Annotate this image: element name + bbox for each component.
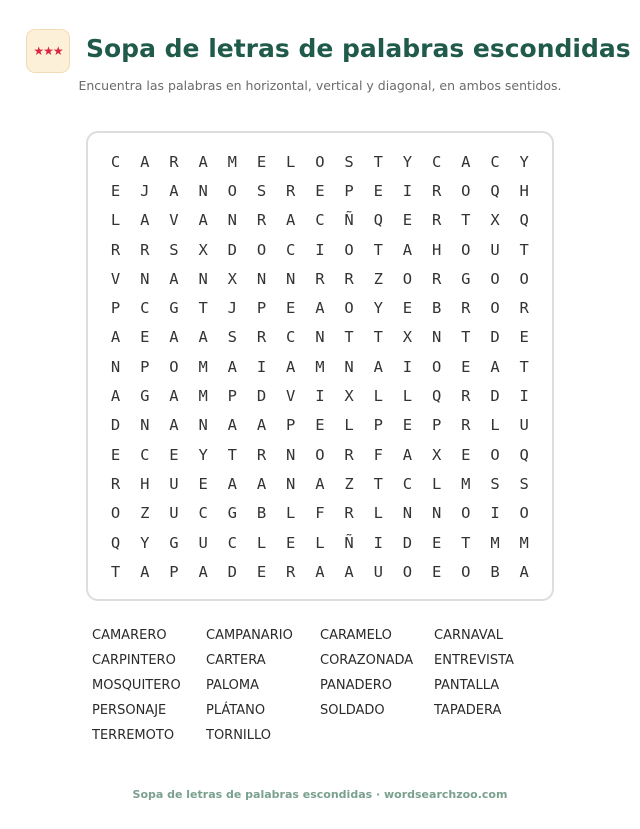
grid-cell[interactable]: X [227, 269, 238, 288]
grid-cell[interactable]: S [344, 152, 354, 171]
grid-cell[interactable]: R [256, 445, 267, 464]
grid-cell[interactable]: L [402, 387, 413, 406]
grid-cell[interactable]: C [110, 152, 121, 171]
grid-cell[interactable]: A [286, 211, 296, 230]
grid-cell[interactable]: E [461, 357, 471, 376]
grid-cell[interactable]: E [169, 445, 179, 464]
grid-cell[interactable]: R [431, 211, 442, 230]
grid-cell[interactable]: D [227, 562, 238, 581]
grid-cell[interactable]: I [315, 240, 325, 259]
grid-cell[interactable]: I [402, 181, 413, 200]
grid-cell[interactable]: L [431, 474, 442, 493]
word-item: CARNAVAL [434, 628, 503, 643]
grid-cell[interactable]: U [169, 474, 179, 493]
grid-cell[interactable]: N [227, 211, 238, 230]
grid-cell[interactable]: T [373, 240, 383, 259]
grid-cell[interactable]: O [402, 269, 413, 288]
grid-cell[interactable]: E [110, 445, 121, 464]
grid-cell[interactable]: E [256, 152, 267, 171]
word-item: PERSONAJE [92, 703, 167, 718]
grid-cell[interactable]: I [402, 357, 413, 376]
grid-cell[interactable]: O [519, 269, 529, 288]
grid-cell[interactable]: O [169, 357, 179, 376]
grid-cell[interactable]: N [402, 504, 413, 523]
grid-cell[interactable]: R [286, 562, 296, 581]
grid-cell[interactable]: Q [110, 533, 121, 552]
grid-cell[interactable]: B [490, 562, 500, 581]
grid-cell[interactable]: P [344, 181, 354, 200]
grid-cell[interactable]: O [227, 181, 238, 200]
grid-cell[interactable]: S [490, 474, 500, 493]
grid-cell[interactable]: L [110, 211, 121, 230]
grid-cell[interactable]: E [315, 181, 325, 200]
grid-cell[interactable]: E [286, 533, 296, 552]
grid-cell[interactable]: A [198, 211, 208, 230]
grid-cell[interactable]: O [490, 269, 500, 288]
word-item: ENTREVISTA [434, 653, 514, 668]
grid-cell[interactable]: E [519, 328, 529, 347]
grid-cell[interactable]: P [431, 416, 442, 435]
grid-cell[interactable]: A [227, 357, 238, 376]
grid-cell[interactable]: R [344, 269, 354, 288]
grid-cell[interactable]: Q [490, 181, 500, 200]
grid-cell[interactable]: A [373, 357, 383, 376]
grid-cell[interactable]: R [256, 211, 267, 230]
grid-cell[interactable]: R [519, 299, 529, 318]
grid-cell[interactable]: T [227, 445, 238, 464]
grid-cell[interactable]: T [519, 357, 529, 376]
grid-cell[interactable]: R [110, 240, 121, 259]
grid-cell[interactable]: N [110, 357, 121, 376]
page-title: Sopa de letras de palabras escondidas [86, 34, 631, 63]
grid-cell[interactable]: R [286, 181, 296, 200]
grid-cell[interactable]: Y [373, 299, 383, 318]
grid-cell[interactable]: D [227, 240, 238, 259]
grid-cell[interactable]: Ñ [344, 533, 354, 552]
grid-cell[interactable]: A [110, 328, 121, 347]
grid-cell[interactable]: L [373, 387, 383, 406]
grid-cell[interactable]: Q [519, 211, 529, 230]
grid-cell[interactable]: P [169, 562, 179, 581]
grid-cell[interactable]: E [402, 299, 413, 318]
grid-cell[interactable]: R [461, 387, 471, 406]
grid-cell[interactable]: A [140, 211, 150, 230]
grid-cell[interactable]: M [198, 387, 208, 406]
grid-cell[interactable]: L [373, 504, 383, 523]
grid-cell[interactable]: O [315, 152, 325, 171]
grid-cell[interactable]: P [110, 299, 121, 318]
grid-cell[interactable]: M [461, 474, 471, 493]
grid-cell[interactable]: T [373, 474, 383, 493]
grid-cell[interactable]: N [256, 269, 267, 288]
grid-cell[interactable]: V [169, 211, 179, 230]
grid-cell[interactable]: G [140, 387, 150, 406]
grid-cell[interactable]: Q [373, 211, 383, 230]
grid-cell[interactable]: R [315, 269, 325, 288]
grid-cell[interactable]: Q [431, 387, 442, 406]
grid-cell[interactable]: J [227, 299, 238, 318]
grid-cell[interactable]: V [286, 387, 296, 406]
grid-cell[interactable]: Y [402, 152, 413, 171]
grid-cell[interactable]: C [286, 240, 296, 259]
grid-cell[interactable]: M [227, 152, 238, 171]
grid-cell[interactable]: A [402, 445, 413, 464]
grid-cell[interactable]: R [431, 269, 442, 288]
grid-cell[interactable]: I [256, 357, 267, 376]
grid-cell[interactable]: O [461, 562, 471, 581]
grid-cell[interactable]: S [169, 240, 179, 259]
grid-cell[interactable]: A [315, 562, 325, 581]
grid-cell[interactable]: N [140, 269, 150, 288]
grid-cell[interactable]: A [169, 181, 179, 200]
grid-cell[interactable]: M [490, 533, 500, 552]
grid-cell[interactable]: B [431, 299, 442, 318]
grid-cell[interactable]: E [461, 445, 471, 464]
grid-cell[interactable]: P [227, 387, 238, 406]
grid-cell[interactable]: O [461, 181, 471, 200]
grid-cell[interactable]: L [286, 504, 296, 523]
grid-cell[interactable]: R [344, 445, 354, 464]
grid-cell[interactable]: U [490, 240, 500, 259]
grid-cell[interactable]: S [227, 328, 238, 347]
grid-cell[interactable]: N [198, 269, 208, 288]
grid-cell[interactable]: Q [519, 445, 529, 464]
grid-cell[interactable]: A [315, 474, 325, 493]
grid-cell[interactable]: L [344, 416, 354, 435]
grid-cell[interactable]: C [227, 533, 238, 552]
grid-cell[interactable]: A [169, 387, 179, 406]
grid-cell[interactable]: A [140, 152, 150, 171]
grid-cell[interactable]: A [490, 357, 500, 376]
grid-cell[interactable]: N [315, 328, 325, 347]
grid-cell[interactable]: E [110, 181, 121, 200]
grid-cell[interactable]: E [402, 416, 413, 435]
word-item: CARAMELO [320, 628, 392, 643]
grid-cell[interactable]: Y [519, 152, 529, 171]
word-item: TERREMOTO [92, 728, 175, 743]
grid-cell[interactable]: A [315, 299, 325, 318]
grid-cell[interactable]: A [140, 562, 150, 581]
grid-cell[interactable]: A [344, 562, 354, 581]
letter-grid [101, 147, 539, 586]
grid-cell[interactable]: O [490, 445, 500, 464]
grid-cell[interactable]: N [198, 181, 208, 200]
grid-cell[interactable]: N [286, 269, 296, 288]
grid-cell[interactable]: A [198, 152, 208, 171]
logo-stars-icon: ★★★ [26, 29, 70, 73]
grid-cell[interactable]: U [373, 562, 383, 581]
grid-cell[interactable]: A [256, 474, 267, 493]
grid-cell[interactable]: N [431, 504, 442, 523]
grid-cell[interactable]: N [286, 474, 296, 493]
grid-cell[interactable]: G [461, 269, 471, 288]
grid-cell[interactable]: U [169, 504, 179, 523]
grid-cell[interactable]: X [344, 387, 354, 406]
word-item: MOSQUITERO [92, 678, 181, 693]
grid-cell[interactable]: N [198, 416, 208, 435]
grid-cell[interactable]: O [344, 240, 354, 259]
grid-cell[interactable]: T [461, 328, 471, 347]
grid-cell[interactable]: T [461, 211, 471, 230]
grid-cell[interactable]: X [198, 240, 208, 259]
grid-cell[interactable]: C [198, 504, 208, 523]
grid-cell[interactable]: A [169, 269, 179, 288]
grid-cell[interactable]: I [315, 387, 325, 406]
grid-cell[interactable]: Z [373, 269, 383, 288]
grid-cell[interactable]: E [315, 416, 325, 435]
grid-cell[interactable]: A [227, 474, 238, 493]
grid-cell[interactable]: G [169, 533, 179, 552]
grid-cell[interactable]: R [256, 328, 267, 347]
grid-cell[interactable]: R [344, 504, 354, 523]
grid-cell[interactable]: X [402, 328, 413, 347]
grid-cell[interactable]: G [169, 299, 179, 318]
grid-cell[interactable]: R [140, 240, 150, 259]
grid-cell[interactable]: A [256, 416, 267, 435]
grid-cell[interactable]: E [431, 562, 442, 581]
grid-cell[interactable]: A [169, 416, 179, 435]
grid-cell[interactable]: O [431, 357, 442, 376]
grid-cell[interactable]: C [490, 152, 500, 171]
grid-cell[interactable]: N [431, 328, 442, 347]
grid-cell[interactable]: U [519, 416, 529, 435]
grid-cell[interactable]: M [519, 533, 529, 552]
grid-cell[interactable]: O [461, 240, 471, 259]
grid-cell[interactable]: B [256, 504, 267, 523]
grid-cell[interactable]: P [373, 416, 383, 435]
grid-cell[interactable]: A [402, 240, 413, 259]
grid-cell[interactable]: X [431, 445, 442, 464]
grid-cell[interactable]: Ñ [344, 211, 354, 230]
grid-cell[interactable]: L [490, 416, 500, 435]
grid-cell[interactable]: A [169, 328, 179, 347]
grid-cell[interactable]: O [315, 445, 325, 464]
grid-cell[interactable]: A [110, 387, 121, 406]
grid-cell[interactable]: E [402, 211, 413, 230]
grid-cell[interactable]: O [519, 504, 529, 523]
grid-cell[interactable]: E [256, 562, 267, 581]
grid-cell[interactable]: O [344, 299, 354, 318]
word-item: CARPINTERO [92, 653, 176, 668]
footer-credit: Sopa de letras de palabras escondidas · wordsearchzoo.com [132, 788, 508, 801]
grid-cell[interactable]: L [286, 152, 296, 171]
grid-cell[interactable]: P [256, 299, 267, 318]
grid-cell[interactable]: X [490, 211, 500, 230]
word-item: PALOMA [206, 678, 260, 693]
grid-cell[interactable]: Z [140, 504, 150, 523]
grid-cell[interactable]: O [110, 504, 121, 523]
word-item: PANADERO [320, 678, 393, 693]
grid-cell[interactable]: A [519, 562, 529, 581]
grid-cell[interactable]: S [256, 181, 267, 200]
grid-cell[interactable]: E [140, 328, 150, 347]
grid-cell[interactable]: E [431, 533, 442, 552]
grid-cell[interactable]: Y [140, 533, 150, 552]
grid-cell[interactable]: I [490, 504, 500, 523]
grid-cell[interactable]: E [286, 299, 296, 318]
grid-cell[interactable]: D [490, 387, 500, 406]
word-item: CAMARERO [92, 628, 167, 643]
grid-cell[interactable]: C [140, 445, 150, 464]
grid-cell[interactable]: I [373, 533, 383, 552]
grid-cell[interactable]: H [140, 474, 150, 493]
grid-cell[interactable]: L [315, 533, 325, 552]
word-item: PANTALLA [434, 678, 500, 693]
grid-cell[interactable]: G [227, 504, 238, 523]
grid-cell[interactable]: P [286, 416, 296, 435]
grid-cell[interactable]: F [315, 504, 325, 523]
word-item: TORNILLO [206, 728, 272, 743]
grid-cell[interactable]: M [315, 357, 325, 376]
grid-cell[interactable]: H [519, 181, 529, 200]
word-item: SOLDADO [320, 703, 385, 718]
grid-cell[interactable]: I [519, 387, 529, 406]
grid-cell[interactable]: E [373, 181, 383, 200]
grid-cell[interactable]: T [373, 152, 383, 171]
grid-cell[interactable]: A [286, 357, 296, 376]
grid-cell[interactable]: A [198, 328, 208, 347]
word-item: CAMPANARIO [206, 628, 293, 643]
word-item: CORAZONADA [320, 653, 414, 668]
grid-cell[interactable]: O [256, 240, 267, 259]
grid-cell[interactable]: M [198, 357, 208, 376]
grid-cell[interactable]: T [110, 562, 121, 581]
grid-cell[interactable]: U [198, 533, 208, 552]
word-list [92, 623, 548, 748]
grid-cell[interactable]: J [140, 181, 150, 200]
grid-cell[interactable]: A [198, 562, 208, 581]
grid-cell[interactable]: D [256, 387, 267, 406]
grid-cell[interactable]: D [110, 416, 121, 435]
grid-cell[interactable]: H [431, 240, 442, 259]
instructions: Encuentra las palabras en horizontal, vertical y diagonal, en ambos sentidos. [78, 78, 562, 93]
grid-cell[interactable]: T [198, 299, 208, 318]
grid-cell[interactable]: P [140, 357, 150, 376]
grid-cell[interactable]: O [402, 562, 413, 581]
grid-cell[interactable]: Y [198, 445, 208, 464]
grid-cell[interactable]: R [431, 181, 442, 200]
grid-cell[interactable]: R [110, 474, 121, 493]
grid-cell[interactable]: C [431, 152, 442, 171]
grid-cell[interactable]: C [402, 474, 413, 493]
grid-cell[interactable]: N [344, 357, 354, 376]
grid-cell[interactable]: L [256, 533, 267, 552]
grid-cell[interactable]: S [519, 474, 529, 493]
grid-cell[interactable]: C [286, 328, 296, 347]
grid-cell[interactable]: T [461, 533, 471, 552]
grid-cell[interactable]: E [198, 474, 208, 493]
grid-cell[interactable]: T [519, 240, 529, 259]
grid-cell[interactable]: D [402, 533, 413, 552]
grid-cell[interactable]: O [490, 299, 500, 318]
grid-cell[interactable]: A [461, 152, 471, 171]
word-item: CARTERA [206, 653, 266, 668]
grid-cell[interactable]: F [373, 445, 383, 464]
grid-cell[interactable]: O [461, 504, 471, 523]
word-item: TAPADERA [434, 703, 502, 718]
grid-cell[interactable]: R [461, 299, 471, 318]
grid-cell[interactable]: D [490, 328, 500, 347]
grid-cell[interactable]: Z [344, 474, 354, 493]
grid-cell[interactable]: R [169, 152, 179, 171]
grid-cell[interactable]: R [461, 416, 471, 435]
grid-cell[interactable]: C [140, 299, 150, 318]
grid-cell[interactable]: A [227, 416, 238, 435]
grid-cell[interactable]: N [140, 416, 150, 435]
grid-cell[interactable]: T [373, 328, 383, 347]
grid-cell[interactable]: T [344, 328, 354, 347]
grid-cell[interactable]: N [286, 445, 296, 464]
word-item: PLÁTANO [206, 703, 266, 718]
grid-cell[interactable]: V [110, 269, 121, 288]
grid-cell[interactable]: C [315, 211, 325, 230]
